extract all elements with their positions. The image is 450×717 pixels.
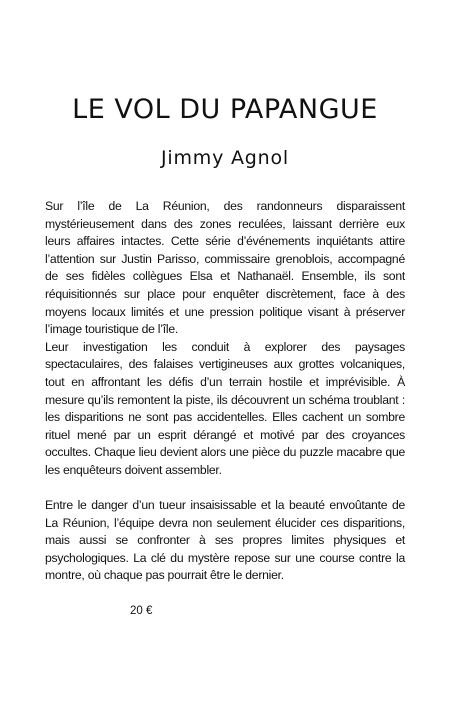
book-author: Jimmy Agnol (161, 147, 289, 169)
blurb-paragraph-3: Entre le danger d’un tueur insaisissable et la beauté envoûtante de La Réunion, l’équipe devra non seulement élucider ces disparitions, mais aussi se confronter à ses propres limites physiques et psychologiques. La clé du mystère repose sur une course contre la montre, où chaque pas pourrait être le dernier. (45, 498, 405, 583)
book-blurb (45, 198, 405, 585)
blurb-paragraph-1: Sur l’île de La Réunion, des randonneurs disparaissent mystérieusement dans des zones reculées, laissant derrière eux leurs affaires intactes. Cette série d’événements inquiétants attire l’attention sur Justin Parisso, commissaire grenoblois, accompagné de ses fidèles collègues Elsa et Nathanaël. Ensemble, ils sont réquisitionnés sur place pour enquêter discrètement, face à des moyens locaux limités et une pression politique visant à préserver l’image touristique de l’île. (45, 199, 405, 337)
blurb-paragraph-2: Leur investigation les conduit à explorer des paysages spectaculaires, des falaises vertigineuses aux grottes volcaniques, tout en affrontant les défis d’un terrain hostile et imprévisible. À mesure qu’ils remontent la piste, ils découvrent un schéma troublant : les disparitions ne sont pas accidentelles. Elles cachent un sombre rituel mené par un esprit dérangé et motivé par des croyances occultes. Chaque lieu devient alors une pièce du puzzle macabre que les enquêteurs doivent assembler. (45, 339, 405, 477)
book-title: LE VOL DU PAPANGUE (72, 94, 378, 125)
book-price: 20 € (130, 605, 153, 617)
